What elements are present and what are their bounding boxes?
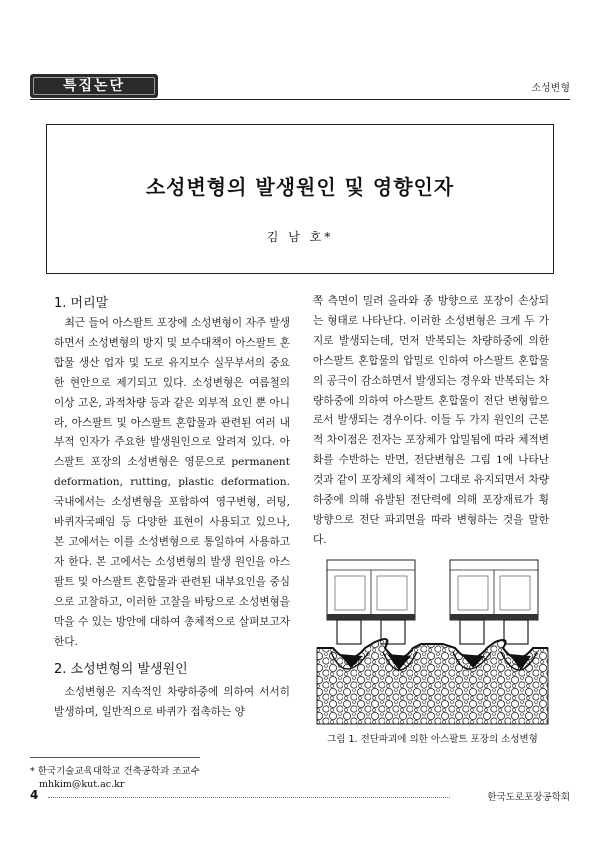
- publisher-name: 한국도로포장공학회: [487, 792, 570, 803]
- running-head: 소성변형: [531, 83, 570, 94]
- section2-heading: 2. 소성변형의 발생원인: [54, 662, 188, 677]
- section1-paragraph: 최근 들어 아스팔트 포장에 소성변형이 자주 발생하면서 소성변형의 방지 및 보수대책이 아스팔트 혼합물 생산 업자 및 도로 유지보수 실무부서의 중요한 현안으로 제기되고 있다. 소성변형은 여름철의 이상 고온, 과적차량 등과 같은 외부적 요인 뿐 아니라, 아스팔트 및 아스팔트 혼합물과 관련된 여러 내부적 인자가 주요한 발생원인으로 알려져 있다. 아스팔트 포장의 소성변형은 영문으로 permanent deformation, rutting, plastic deformation. 국내에서는 소성변형을 포함하여 영구변형, 러팅, 바퀴자국패임 등 다양한 표현이 사용되고 있으나, 본 고에서는 이를 소성변형으로 통일하여 사용하고자 한다. 본 고에서는 소성변형의 발생 원인을 아스팔트 및 아스팔트 혼합물과 관련된 내부요인을 중심으로 고찰하고, 이러한 고찰을 바탕으로 소성변형을 막을 수 있는 방안에 대하여 총체적으로 살펴보고자 한다.: [54, 317, 290, 648]
- footnote: [30, 765, 200, 791]
- page-number: 4: [30, 788, 39, 802]
- section-tag: [30, 74, 158, 98]
- figure-caption: 그림 1. 전단파괴에 의한 아스팔트 포장의 소성변형: [327, 734, 538, 745]
- pavement-layer: [317, 639, 548, 724]
- footnote-affiliation: * 한국기술교육대학교 건축공학과 조교수: [30, 766, 200, 777]
- footer-dotted-rule: [48, 797, 450, 798]
- section1-heading: 1. 머리말: [54, 296, 109, 311]
- header-rule: [30, 99, 570, 100]
- rutting-illustration: [315, 556, 550, 726]
- author-name: 김 남 호*: [266, 230, 334, 244]
- rutting-figure: [315, 556, 550, 726]
- left-truck: [327, 560, 415, 644]
- left-column-continued: [54, 683, 290, 723]
- right-truck: [450, 560, 538, 644]
- right-column-paragraph: 쪽 측면이 밀려 올라와 종 방향으로 포장이 손상되는 형태로 나타난다. 이러한 소성변형은 크게 두 가지로 발생되는데, 먼저 반복되는 차량하중에 의한 아스팔트 혼합물의 압밀로 인하여 아스팔트 혼합물의 공극이 감소하면서 발생되는 경우와 반복되는 차량하중에 의하여 아스팔트 혼합물이 전단 변형함으로서 발생되는 경우이다. 이들 두 가지 원인의 근본적 차이점은 전자는 포장체가 압밀됨에 따라 체적변화를 수반하는 반면, 전단변형은 그림 1에 나타난 것과 같이 포장체의 체적이 그대로 유지되면서 차량하중에 의해 유발된 전단력에 의해 포장재료가 횡 방향으로 전단 파괴면을 따라 변형하는 것을 말한다.: [313, 295, 549, 546]
- article-title: 소성변형의 발생원인 및 영향인자: [145, 175, 455, 199]
- footnote-rule: [30, 757, 200, 758]
- section-tag-label: 특집논단: [62, 78, 126, 94]
- title-box: [46, 124, 554, 274]
- left-column: [54, 314, 290, 652]
- section2-paragraph: 소성변형은 지속적인 차량하중에 의하여 서서히 발생하며, 일반적으로 바퀴가 접촉하는 양: [54, 686, 290, 718]
- right-column: [313, 292, 549, 551]
- footnote-email: mhkim@kut.ac.kr: [39, 779, 125, 790]
